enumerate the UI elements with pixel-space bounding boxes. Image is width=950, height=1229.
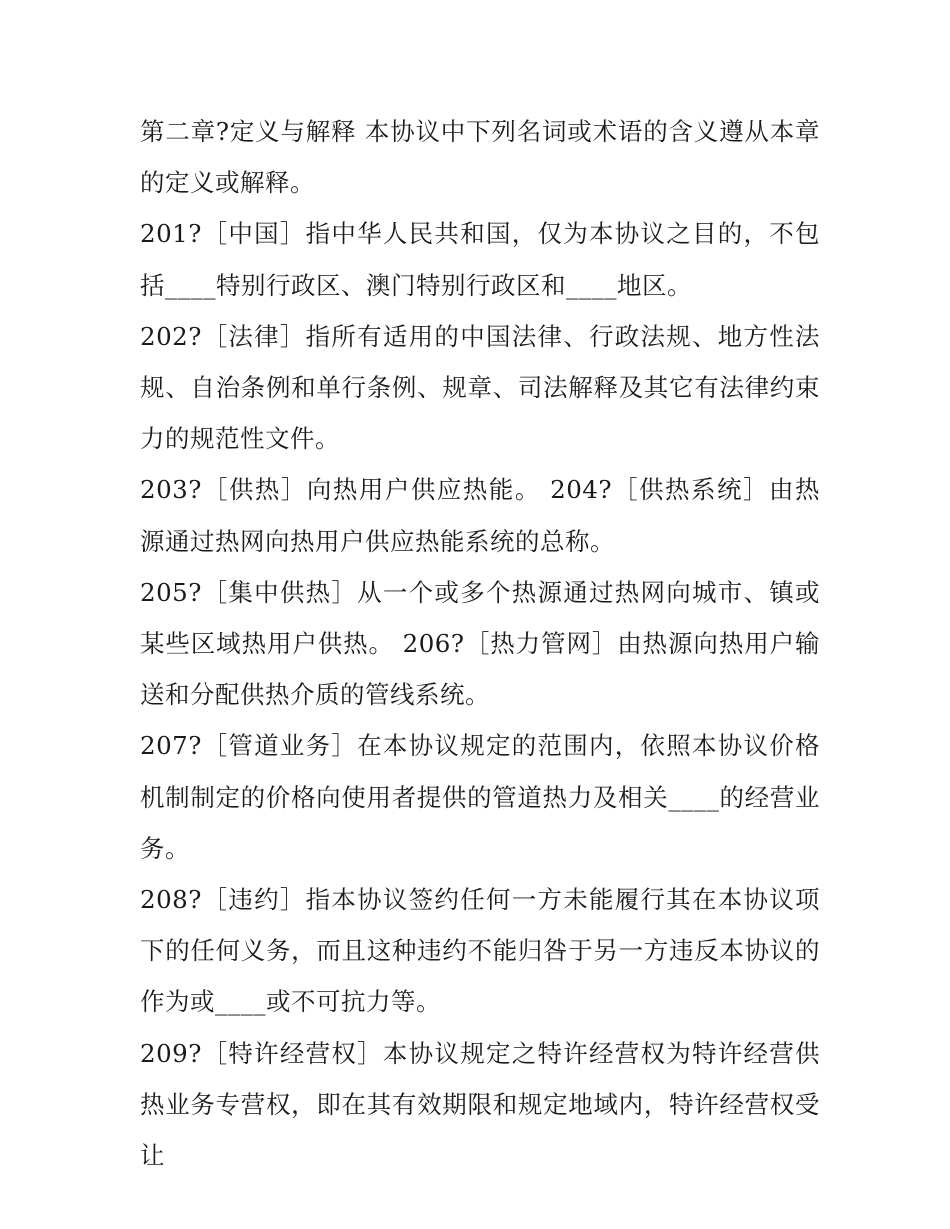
- chapter-heading-paragraph: 第二章?定义与解释 本协议中下列名词或术语的含义遵从本章的定义或解释。: [140, 117, 820, 198]
- definition-205-206-central-heating: 205?［集中供热］从一个或多个热源通过热网向城市、镇或某些区域热用户供热。 206?［热力管网］由热源向热用户输送和分配供热介质的管线系统。: [140, 577, 820, 710]
- definition-203-204-heating: 203?［供热］向热用户供应热能。 204?［供热系统］由热源通过热网向热用户供应热能系统的总称。: [140, 475, 820, 556]
- definition-207-pipeline-business: 207?［管道业务］在本协议规定的范围内，依照本协议价格机制制定的价格向使用者提供的管道热力及相关____的经营业务。: [140, 731, 820, 863]
- definition-201-china: 201?［中国］指中华人民共和国，仅为本协议之目的，不包括____特别行政区、澳门特别行政区和____地区。: [140, 219, 820, 300]
- definition-208-breach: 208?［违约］指本协议签约任何一方未能履行其在本协议项下的任何义务，而且这种违约不能归咎于另一方违反本协议的作为或____或不可抗力等。: [140, 885, 820, 1017]
- definition-202-law: 202?［法律］指所有适用的中国法律、行政法规、地方性法规、自治条例和单行条例、规章、司法解释及其它有法律约束力的规范性文件。: [140, 321, 820, 454]
- definition-209-franchise: 209?［特许经营权］本协议规定之特许经营权为特许经营供热业务专营权，即在其有效期限和规定地域内，特许经营权受让: [140, 1038, 820, 1171]
- document-body: [140, 106, 820, 1181]
